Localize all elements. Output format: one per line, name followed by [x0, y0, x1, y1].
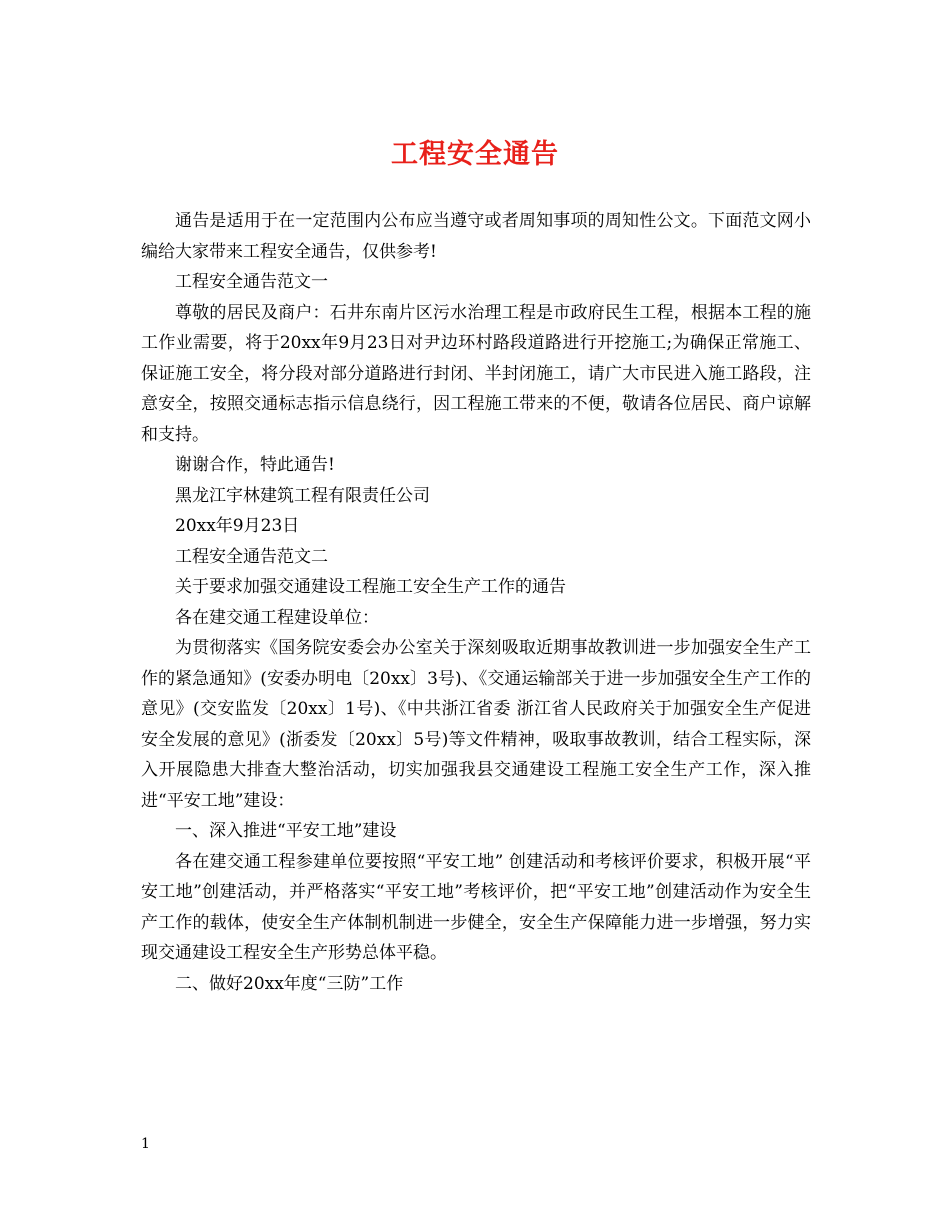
paragraph-intro: 通告是适用于在一定范围内公布应当遵守或者周知事项的周知性公文。下面范文网小编给大家带来工程安全通告，仅供参考!: [141, 211, 811, 262]
paragraph-section-one: 一、深入推进“平安工地”建设: [175, 821, 397, 841]
paragraph-policy: 为贯彻落实《国务院安委会办公室关于深刻吸取近期事故教训进一步加强安全生产工作的紧急通知》(安委办明电〔20xx〕3号)、《交通运输部关于进一步加强安全生产工作的意见》(交安监发〔20xx〕1号)、《中共浙江省委 浙江省人民政府关于加强安全生产促进安全发展的意见》(浙委发〔20xx〕5号)等文件精神，吸取事故教训，结合工程实际，深入开展隐患大排查大整治活动，切实加强我县交通建设工程施工安全生产工作，深入推进“平安工地”建设：: [141, 638, 811, 811]
document-body: [141, 206, 811, 999]
page-number: 1: [141, 1136, 150, 1152]
paragraph-company: 黑龙江宇林建筑工程有限责任公司: [175, 485, 430, 506]
paragraph-heading-sample-one: 工程安全通告范文一: [175, 272, 328, 292]
paragraph-thanks: 谢谢合作，特此通告!: [175, 455, 335, 475]
paragraph-section-two: 二、做好20xx年度“三防”工作: [175, 973, 404, 994]
paragraph-date: 20xx年9月23日: [175, 516, 300, 536]
paragraph-heading-sample-two: 工程安全通告范文二: [175, 546, 328, 567]
paragraph-addressee: 各在建交通工程建设单位：: [175, 607, 379, 628]
paragraph-notice-body: 尊敬的居民及商户：石井东南片区污水治理工程是市政府民生工程，根据本工程的施工作业需要，将于20xx年9月23日对尹边环村路段道路进行开挖施工;为确保正常施工、保证施工安全，将分段对部分道路进行封闭、半封闭施工，请广大市民进入施工路段，注意安全，按照交通标志指示信息绕行，因工程施工带来的不便，敬请各位居民、商户谅解和支持。: [141, 302, 811, 445]
paragraph-notice-title: 关于要求加强交通建设工程施工安全生产工作的通告: [175, 577, 566, 597]
paragraph-section-one-body: 各在建交通工程参建单位要按照“平安工地” 创建活动和考核评价要求，积极开展“平安工地”创建活动，并严格落实“平安工地”考核评价，把“平安工地”创建活动作为安全生产工作的载体，使安全生产体制机制进一步健全，安全生产保障能力进一步增强，努力实现交通建设工程安全生产形势总体平稳。: [141, 851, 811, 963]
document-title: 工程安全通告: [391, 139, 559, 170]
